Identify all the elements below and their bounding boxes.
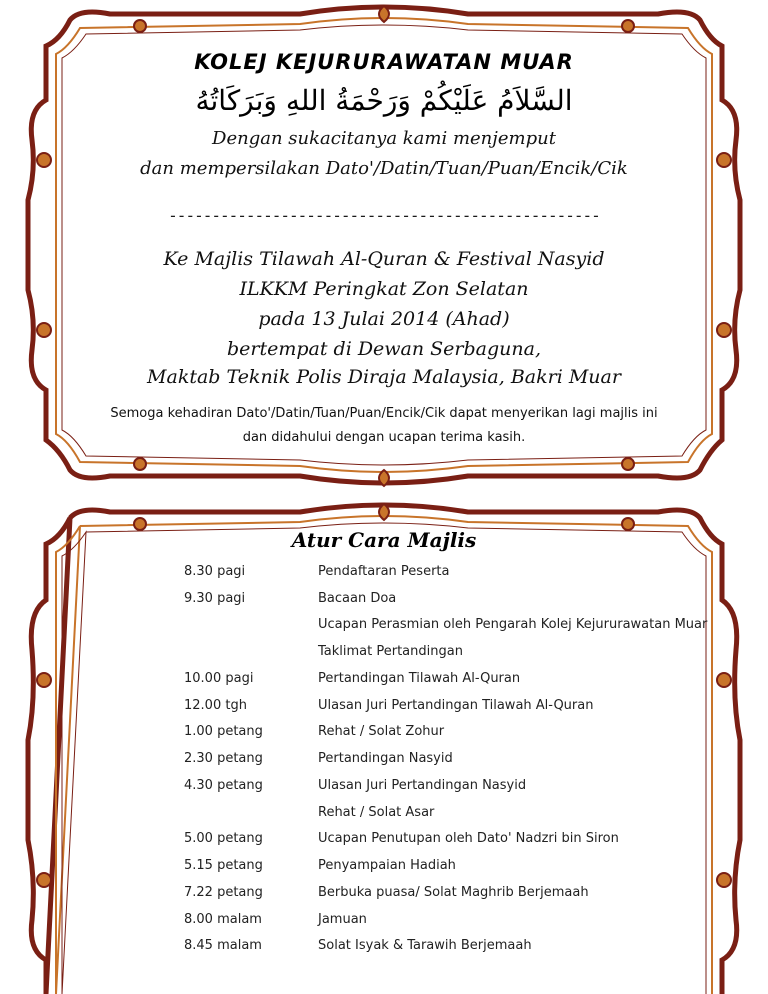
college-title: KOLEJ KEJURURAWATAN MUAR (194, 50, 574, 74)
schedule-activity: Ulasan Juri Pertandingan Tilawah Al-Quran (318, 698, 594, 713)
schedule-time: 12.00 tgh (184, 698, 247, 713)
schedule-activity: Pendaftaran Peserta (318, 564, 450, 579)
event-level: ILKKM Peringkat Zon Selatan (239, 278, 529, 300)
event-venue: bertempat di Dewan Serbaguna, (226, 338, 541, 360)
schedule-activity: Penyampaian Hadiah (318, 858, 456, 873)
event-name: Ke Majlis Tilawah Al-Quran & Festival Nasyid (163, 248, 605, 270)
guest-name-blank: -------------------------------------------------- (168, 206, 600, 225)
closing-line-2: dan didahului dengan ucapan terima kasih. (242, 430, 526, 445)
schedule-time: 9.30 pagi (184, 591, 246, 606)
schedule-time: 2.30 petang (184, 751, 263, 766)
programme-title: Atur Cara Majlis (291, 528, 477, 552)
schedule-activity: Pertandingan Tilawah Al-Quran (318, 671, 521, 686)
invite-line-1: Dengan sukacitanya kami menjemput (212, 128, 556, 149)
schedule-time: 7.22 petang (184, 885, 263, 900)
schedule-time: 10.00 pagi (184, 671, 254, 686)
schedule-activity: Ulasan Juri Pertandingan Nasyid (318, 778, 527, 793)
closing-line-1: Semoga kehadiran Dato'/Datin/Tuan/Puan/Encik/Cik dapat menyerikan lagi majlis ini (110, 406, 658, 421)
schedule-activity: Berbuka puasa/ Solat Maghrib Berjemaah (318, 885, 589, 900)
schedule-time: 8.00 malam (184, 912, 262, 927)
schedule-time: 1.00 petang (184, 724, 263, 739)
schedule-activity: Bacaan Doa (318, 591, 397, 606)
schedule-time: 8.30 pagi (184, 564, 246, 579)
schedule-activity: Solat Isyak & Tarawih Berjemaah (318, 938, 532, 953)
schedule-activity: Rehat / Solat Zohur (318, 724, 445, 739)
arabic-salutation: السَّلاَمُ عَلَيْكُمْ وَرَحْمَةُ اللهِ وَبَرَكَاتُهُ (195, 84, 573, 117)
schedule-time: 4.30 petang (184, 778, 263, 793)
schedule-time: 5.15 petang (184, 858, 263, 873)
schedule-activity: Pertandingan Nasyid (318, 751, 453, 766)
event-date: pada 13 Julai 2014 (Ahad) (258, 308, 510, 330)
schedule-activity: Taklimat Pertandingan (318, 644, 463, 659)
schedule-activity: Rehat / Solat Asar (318, 805, 435, 820)
schedule-activity: Ucapan Perasmian oleh Pengarah Kolej Kejururawatan Muar (318, 617, 708, 632)
schedule-activity: Ucapan Penutupan oleh Dato' Nadzri bin Siron (318, 831, 619, 846)
invite-line-2: dan mempersilakan Dato'/Datin/Tuan/Puan/Encik/Cik (140, 158, 628, 179)
schedule-time: 5.00 petang (184, 831, 263, 846)
schedule-activity: Jamuan (318, 912, 367, 927)
schedule-time: 8.45 malam (184, 938, 262, 953)
event-venue-location: Maktab Teknik Polis Diraja Malaysia, Bakri Muar (147, 366, 621, 388)
